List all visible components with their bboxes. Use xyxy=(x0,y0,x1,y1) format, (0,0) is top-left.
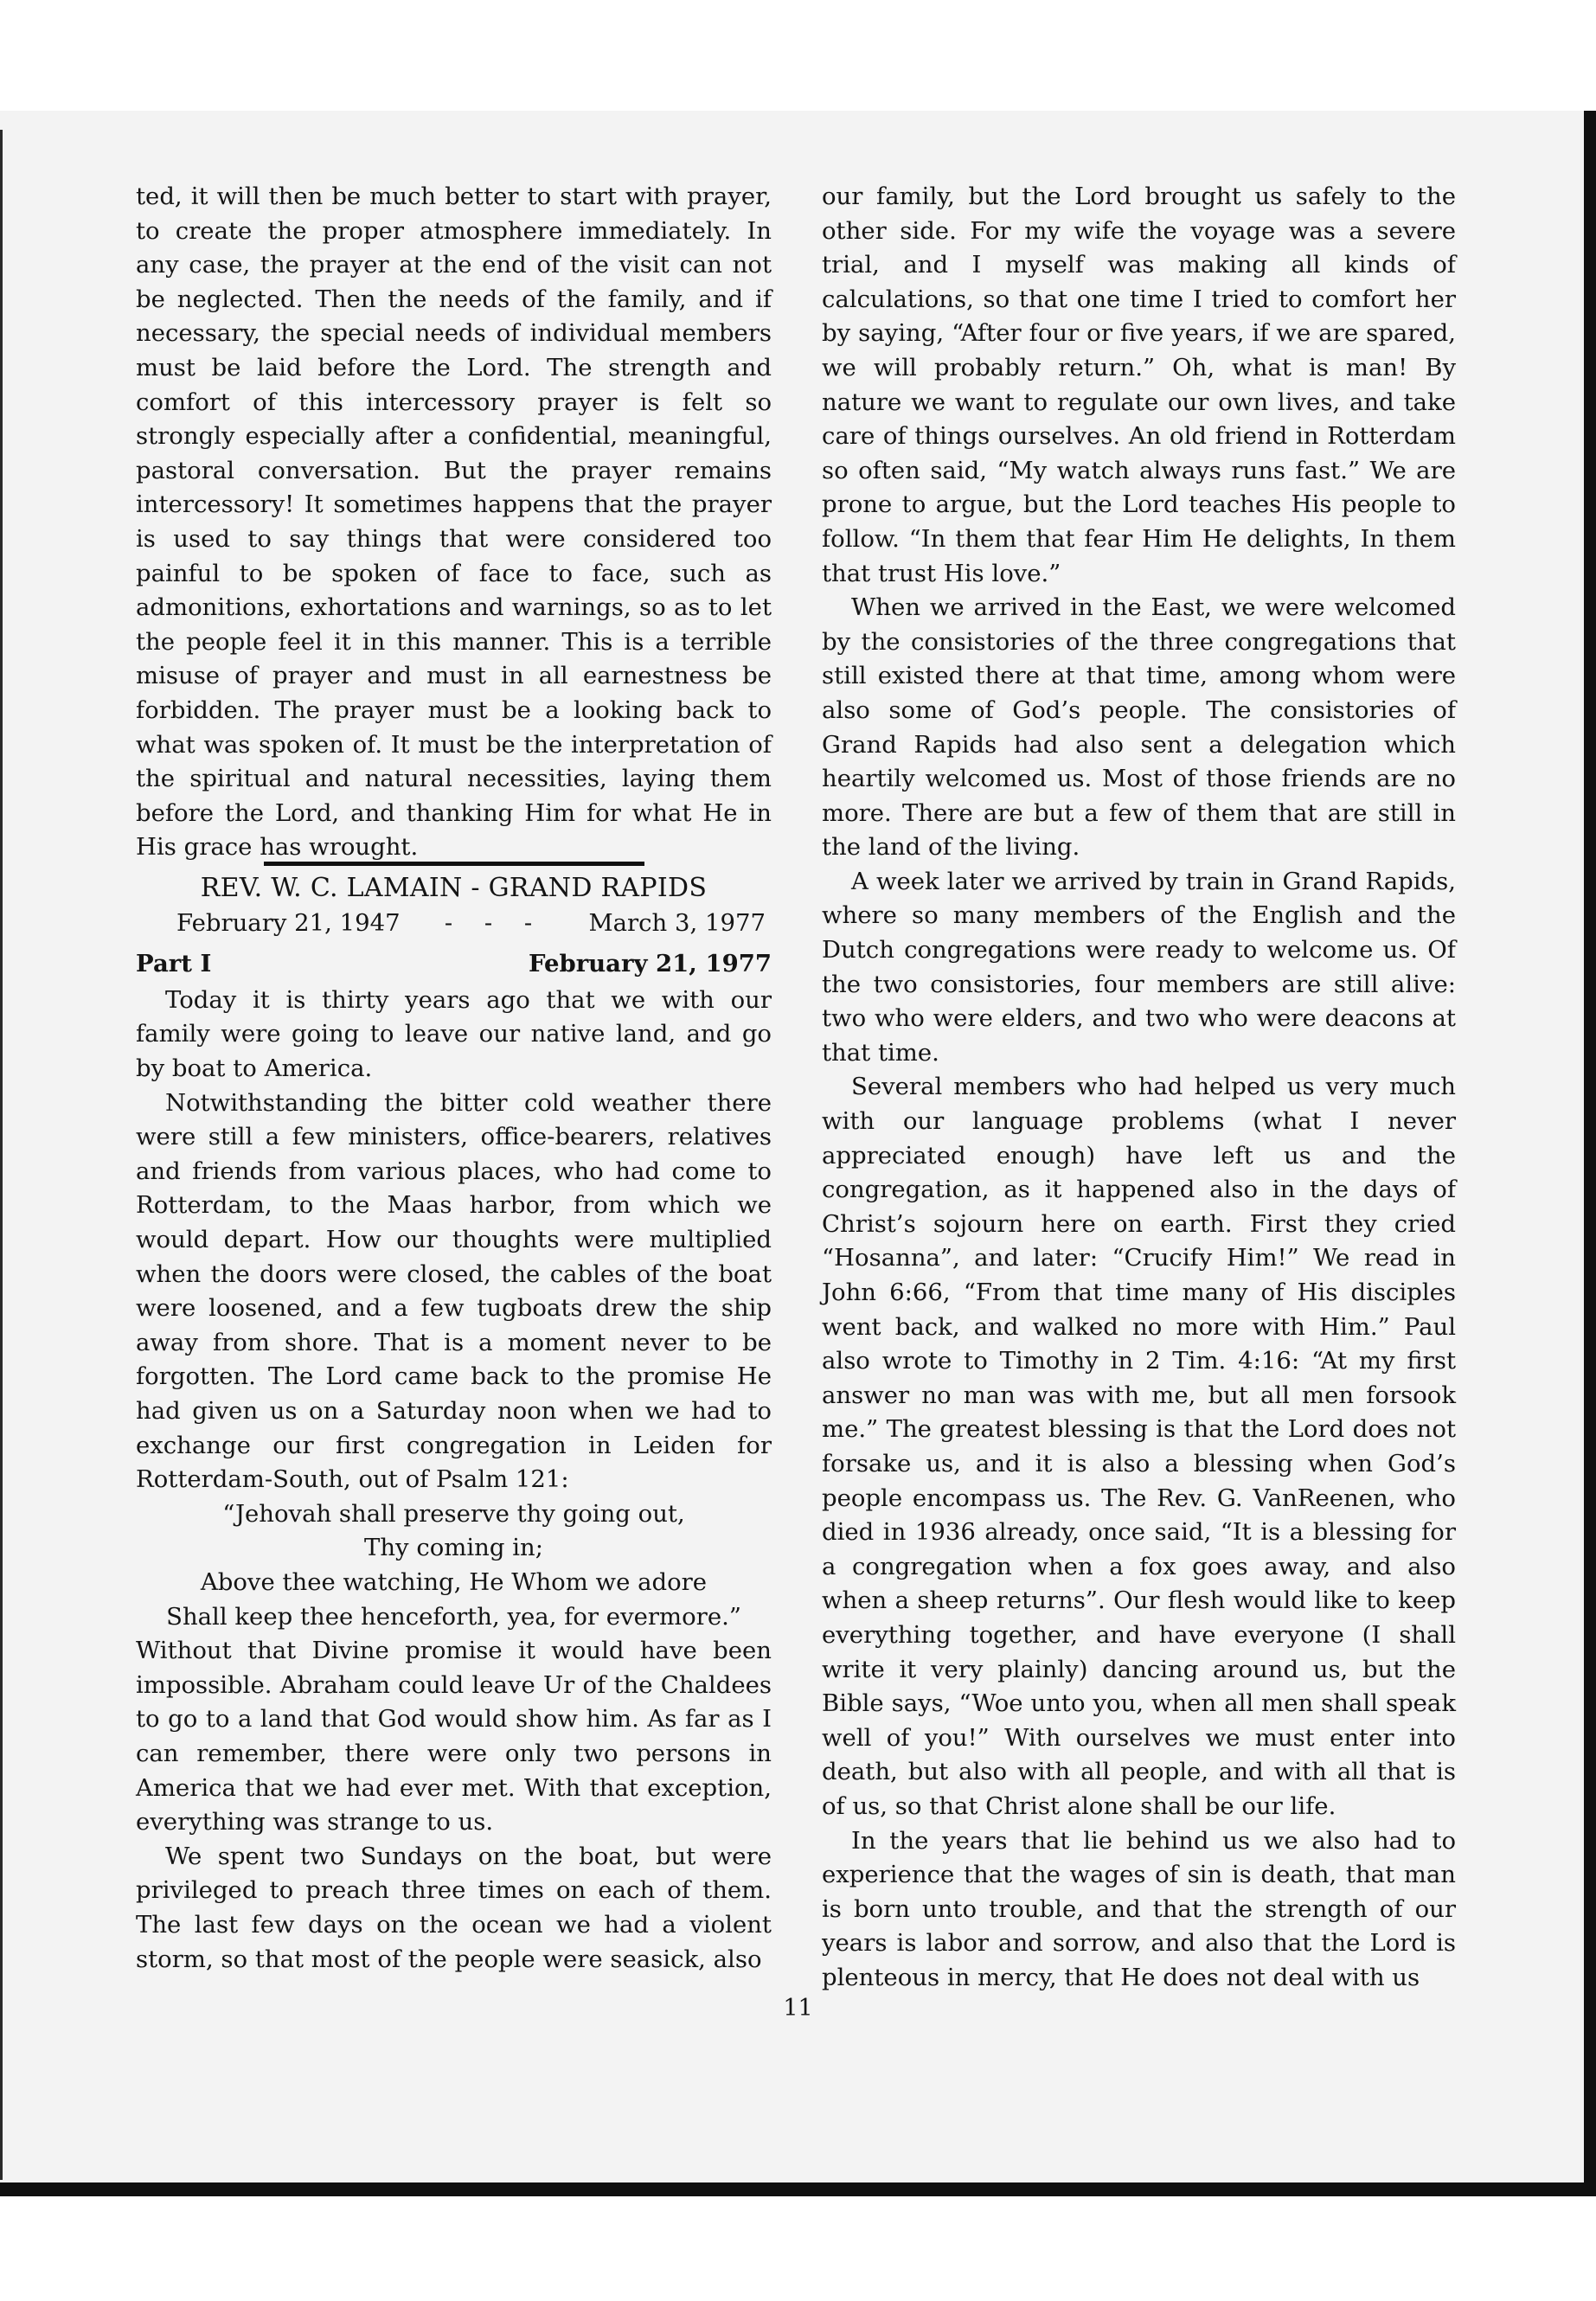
poem-line: Shall keep thee henceforth, yea, for evermore.” xyxy=(166,1602,741,1631)
paragraph: In the years that lie behind us we also had to experience that the wages of sin is death, that man is born unto trouble, and that the strength of our years is labor and sorrow, and also that the Lord is plenteous in mercy, that He does not deal with us xyxy=(822,1826,1456,1991)
paragraph: We spent two Sundays on the boat, but were privileged to preach three times on each of them. The last few days on the ocean we had a violent storm, so that most of the people were seasick, also xyxy=(136,1842,772,1973)
part-heading xyxy=(136,940,772,984)
scan-edge-right xyxy=(1584,111,1596,2195)
date-range xyxy=(176,906,766,940)
part-label: Part I xyxy=(136,949,212,977)
scan-edge-bottom xyxy=(0,2182,1596,2196)
paragraph: Several members who had helped us very much with our language problems (what I never appreciated enough) have left us and the congregation, as it happened also in the days of Christ’s sojourn here on earth. First they cried “Hosanna”, and later: “Crucify Him!” We read in John 6:66, “From that time many of His disciples went back, and walked no more with Him.” Paul also wrote to Timothy in 2 Tim. 4:16: “At my first answer no man was with me, but all men forsook me.” The greatest blessing is that the Lord does not forsake us, and it is also a blessing when God’s people encompass us. The Rev. G. VanReenen, who died in 1936 already, once said, “It is a blessing for a congregation when a fox goes away, and also when a sheep returns”. Our flesh would like to keep everything together, and have everyone (I shall write it very plainly) dancing around us, but the Bible says, “Woe unto you, when all men shall speak well of you!” With ourselves we must enter into death, but also with all people, and with all that is of us, so that Christ alone shall be our life. xyxy=(822,1073,1456,1820)
date-separator: - - - xyxy=(444,908,545,937)
paragraph: Without that Divine promise it would have been impossible. Abraham could leave Ur of the Chaldees to go to a land that God would show him. As far as I can remember, there were only two persons in America that we had ever met. With that exception, everything was strange to us. xyxy=(136,1637,772,1836)
scan-edge-left xyxy=(0,130,3,2180)
page-number: 11 xyxy=(783,1995,813,2022)
poem-line: “Jehovah shall preserve thy going out, xyxy=(222,1499,685,1528)
psalm-quote xyxy=(136,1497,772,1634)
paragraph: Notwithstanding the bitter cold weather there were still a few ministers, office-bearers, relatives and friends from various places, who had come to Rotterdam, to the Maas harbor, from which we would depart. How our thoughts were multiplied when the doors were closed, the cables of the boat were loosened, and a few tugboats drew the ship away from shore. That is a moment never to be forgotten. The Lord came back to the promise He had given us on a Saturday noon when we had to exchange our first congregation in Leiden for Rotterdam-South, out of Psalm 121: xyxy=(136,1088,772,1494)
date-end: March 3, 1977 xyxy=(588,908,766,937)
paragraph: A week later we arrived by train in Grand Rapids, where so many members of the English and the Dutch congregations were ready to welcome us. Of the two consistories, four members are still alive: two who were elders, and two who were deacons at that time. xyxy=(822,867,1456,1067)
poem-line: Above thee watching, He Whom we adore xyxy=(200,1567,708,1596)
poem-line: Thy coming in; xyxy=(364,1534,543,1562)
part-date: February 21, 1977 xyxy=(528,949,772,977)
right-column xyxy=(822,180,1456,1995)
paragraph: ted, it will then be much better to start with prayer, to create the proper atmosphere immediately. In any case, the prayer at the end of the visit can not be neglected. Then the needs of the family, and if necessary, the special needs of individual members must be laid before the Lord. The strength and comfort of this intercessory prayer is felt so strongly especially after a confidential, meaningful, pastoral conversation. But the prayer remains intercessory! It sometimes happens that the prayer is used to say things that were considered too painful to be spoken of face to face, such as admonitions, exhortations and warnings, so as to let the people feel it in this manner. This is a terrible misuse of prayer and must in all earnestness be forbidden. The prayer must be a looking back to what was spoken of. It must be the interpretation of the spiritual and natural necessities, laying them before the Lord, and thanking Him for what He in His grace has wrought. xyxy=(136,183,772,862)
paragraph: our family, but the Lord brought us safely to the other side. For my wife the voyage was a severe trial, and I myself was making all kinds of calculations, so that one time I tried to comfort her by saying, “After four or five years, if we are spared, we will probably return.” Oh, what is man! By nature we want to regulate our own lives, and take care of things ourselves. An old friend in Rotterdam so often said, “My watch always runs fast.” We are prone to argue, but the Lord teaches His people to follow. “In them that fear Him He delights, In them that trust His love.” xyxy=(822,183,1456,587)
article-title: REV. W. C. LAMAIN - GRAND RAPIDS xyxy=(200,872,708,903)
paragraph: Today it is thirty years ago that we with our family were going to leave our native land, and go by boat to America. xyxy=(136,985,772,1083)
paragraph: When we arrived in the East, we were welcomed by the consistories of the three congregations that still existed there at that time, among whom were also some of God’s people. The consistories of Grand Rapids had also sent a delegation which heartily welcomed us. Most of those friends are no more. There are but a few of them that are still in the land of the living. xyxy=(822,593,1456,862)
date-start: February 21, 1947 xyxy=(176,908,401,937)
left-column xyxy=(136,180,772,1977)
